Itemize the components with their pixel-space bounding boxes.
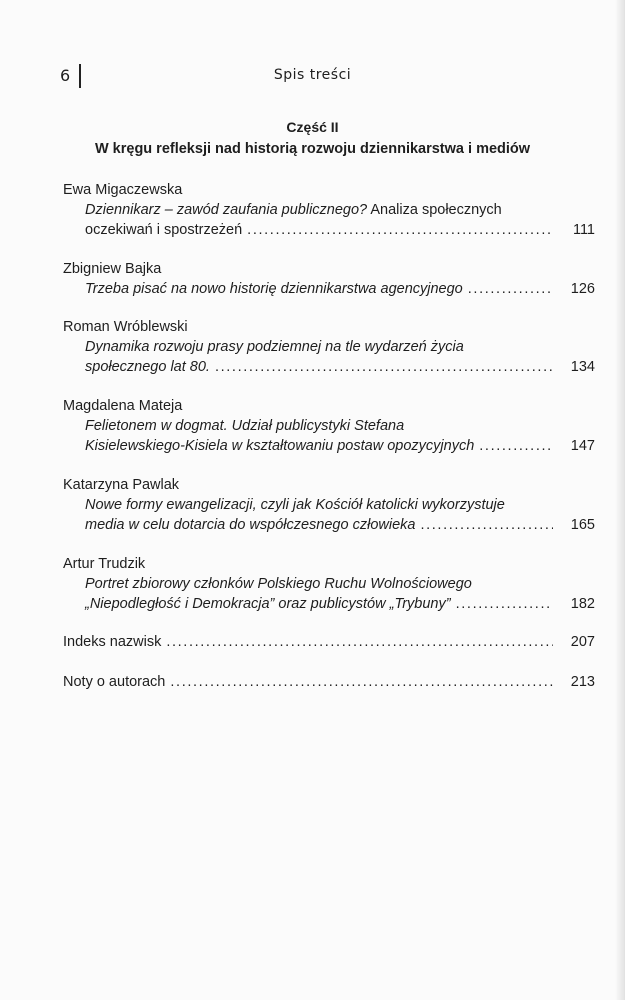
toc-entry-index[interactable]: [63, 632, 595, 652]
entry-title-last-line: [63, 515, 595, 535]
toc-entry[interactable]: [63, 180, 595, 240]
author-notes-page: 213: [570, 674, 595, 690]
entry-title-line: oczekiwań i spostrzeżeń: [85, 222, 243, 238]
dot-leader: [170, 672, 553, 692]
part-title: W kręgu refleksji nad historią rozwoju dziennikarstwa i mediów: [94, 141, 531, 157]
entry-page: 134: [570, 359, 595, 375]
entry-title-line: społecznego lat 80.: [85, 359, 210, 375]
index-line: [63, 632, 595, 652]
dot-leader: [247, 220, 553, 240]
entry-title-line: Felietonem w dogmat. Udział publicystyki Stefana: [85, 418, 405, 434]
entry-title-last-line: [63, 436, 595, 456]
dot-leader: [468, 279, 553, 299]
entry-title-line: Nowe formy ewangelizacji, czyli jak Kościół katolicki wykorzystuje: [85, 497, 505, 513]
toc-entry[interactable]: [63, 396, 595, 456]
toc-entry[interactable]: [63, 475, 595, 535]
entry-title-line: „Niepodległość i Demokracja” oraz publicystów „Trybuny”: [85, 596, 451, 612]
entry-title-line: Analiza społecznych: [367, 202, 502, 218]
entry-page: 111: [572, 222, 595, 238]
entry-title-last-line: [63, 220, 595, 240]
entry-title-line: Dynamika rozwoju prasy podziemnej na tle wydarzeń życia: [85, 339, 464, 355]
entry-author: Artur Trudzik: [63, 556, 146, 572]
entry-author: Katarzyna Pawlak: [63, 477, 180, 493]
entry-author: Zbigniew Bajka: [63, 261, 162, 277]
entry-title-line: Portret zbiorowy członków Polskiego Ruchu Wolnościowego: [85, 576, 472, 592]
index-page: 207: [570, 634, 595, 650]
entry-title-line: Kisielewskiego-Kisiela w kształtowaniu postaw opozycyjnych: [85, 438, 475, 454]
dot-leader: [456, 594, 553, 614]
entry-author: Roman Wróblewski: [63, 319, 188, 335]
dot-leader: [215, 357, 553, 377]
author-notes-line: [63, 672, 595, 692]
toc-entry[interactable]: [63, 554, 595, 614]
entry-title-last-line: [63, 279, 595, 299]
toc-entry[interactable]: [63, 317, 595, 377]
entry-title-last-line: [63, 594, 595, 614]
page-number: 6: [60, 66, 71, 85]
entry-title-line: Trzeba pisać na nowo historię dziennikarstwa agencyjnego: [85, 281, 463, 297]
dot-leader: [420, 515, 553, 535]
entry-page: 182: [570, 596, 595, 612]
toc-entry-author-notes[interactable]: [63, 672, 595, 692]
toc-entry[interactable]: [63, 259, 595, 299]
running-header: [60, 66, 565, 90]
entry-title-line: Dziennikarz – zawód zaufania publicznego?: [85, 202, 368, 218]
entry-author: Magdalena Mateja: [63, 398, 183, 414]
entry-title-line: media w celu dotarcia do współczesnego człowieka: [85, 517, 416, 533]
running-title: Spis treści: [273, 67, 352, 83]
index-label: Indeks nazwisk: [63, 634, 162, 650]
entry-page: 147: [570, 438, 595, 454]
part-label: Część II: [286, 119, 339, 135]
author-notes-label: Noty o autorach: [63, 674, 166, 690]
entry-title-last-line: [63, 357, 595, 377]
entry-page: 165: [570, 517, 595, 533]
dot-leader: [166, 632, 553, 652]
entry-title: [63, 200, 595, 220]
dot-leader: [479, 436, 553, 456]
entry-author: Ewa Migaczewska: [63, 182, 183, 198]
entry-page: 126: [570, 281, 595, 297]
